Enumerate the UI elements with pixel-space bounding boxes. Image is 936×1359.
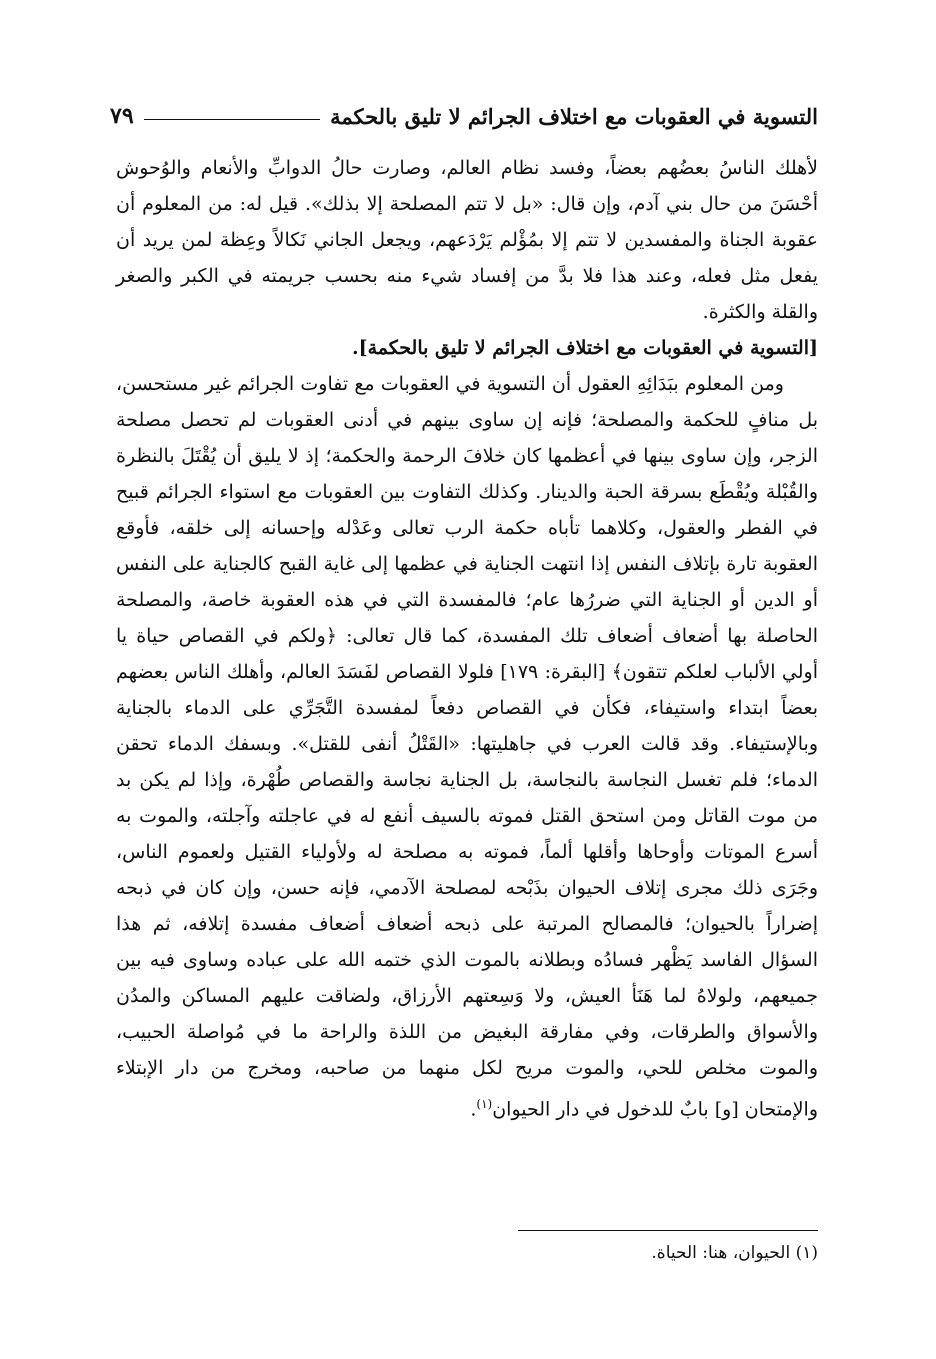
- paragraph-continuation: لأهلك الناسُ بعضُهم بعضاً، وفسد نظام العالم، وصارت حالُ الدوابِّ والأنعام والوُحوش أحْسَنَ من حال بني آدم، وإن قال: «بل لا تتم المصلحة إلا بذلك». قيل له: من المعلوم أن عقوبة الجناة والمفسدين لا تتم إلا بمُؤْلم يَرْدَعهم، ويجعل الجاني نَكالاً وعِظة لمن يريد أن يفعل مثل فعله، وعند هذا فلا بدَّ من إفساد شيء منه بحسب جريمته في الكبر والصغر والقلة والكثرة.: [116, 157, 818, 323]
- footnote-separator: [518, 1230, 818, 1231]
- paragraph-main-end: .: [470, 1098, 477, 1121]
- footnote-1: (١) الحيوان، هنا: الحياة.: [651, 1243, 818, 1263]
- section-heading: [التسوية في العقوبات مع اختلاف الجرائم لا تليق بالحكمة].: [352, 337, 818, 359]
- running-header: [110, 96, 818, 136]
- footnote-reference[interactable]: (١): [476, 1097, 493, 1111]
- body-text: [116, 150, 818, 1127]
- header-rule: [144, 119, 320, 120]
- running-title: التسوية في العقوبات مع اختلاف الجرائم لا تليق بالحكمة: [330, 103, 818, 129]
- paragraph-main-text: ومن المعلوم ببَدَائِهِ العقول أن التسوية في العقوبات مع تفاوت الجرائم غير مستحسن، بل منافٍ للحكمة والمصلحة؛ فإنه إن ساوى بينهم في أدنى العقوبات لم تحصل مصلحة الزجر، وإن ساوى بينها في أعظمها كان خلافَ الرحمة والحكمة؛ إذ لا يليق أن يُقْتَلَ بالنظرة والقُبْلة ويُقْطَع بسرقة الحبة والدينار. وكذلك التفاوت بين العقوبات مع استواء الجرائم قبيح في الفطر والعقول، وكلاهما تأباه حكمة الرب تعالى وعَدْله وإحسانه إلى خلقه، فأوقع العقوبة تارة بإتلاف النفس إذا انتهت الجناية في عظمها إلى غاية القبح كالجناية على النفس أو الدين أو الجناية التي ضررُها عام؛ فالمفسدة التي في هذه العقوبة خاصة، والمصلحة الحاصلة بها أضعاف أضعاف تلك المفسدة، كما قال تعالى: ﴿ولكم في القصاص حياة يا أولي الألباب لعلكم تتقون﴾ [البقرة: ١٧٩] فلولا القصاص لفَسَدَ العالم، وأهلك الناس بعضهم بعضاً ابتداء واستيفاء، فكأن في القصاص دفعاً لمفسدة التَّجَرِّي على الدماء بالجناية وبالإستيفاء. وقد قالت العرب في جاهليتها: «القَتْلُ أنفى للقتل». وبسفك الدماء تحقن الدماء؛ فلم تغسل النجاسة بالنجاسة، بل الجناية نجاسة والقصاص طُهْرة، وإذا لم يكن بد من موت القاتل ومن استحق القتل فموته بالسيف أنفع له في عاجلته وآجلته، والموت به أسرع الموتات وأوحاها وأقلها ألماً، فموته به مصلحة له ولأولياء القتيل ولعموم الناس، وجَرَى ذلك مجرى إتلاف الحيوان بذَبْحه لمصلحة الآدمي، فإنه حسن، وإن كان في ذبحه إضراراً بالحيوان؛ فالمصالح المرتبة على ذبحه أضعاف أضعاف مفسدة إتلافه، ثم هذا السؤال الفاسد يَظْهر فسادُه وبطلانه بالموت الذي ختمه الله على عباده وساوى فيه بين جميعهم، ولولاهُ لما هَنَأ العيش، ولا وَسِعتهم الأرزاق، ولضاقت عليهم المساكن والمدُن والأسواق والطرقات، وفي مفارقة البغيض من اللذة والراحة ما في مُواصلة الحبيب، والموت مخلص للحي، والموت مريح لكل منهما من صاحبه، ومخرج من دار الإبتلاء والإمتحان [و] بابٌ للدخول في دار الحيوان: [116, 373, 819, 1121]
- page-number: ٧٩: [110, 103, 134, 129]
- paragraph-main: [116, 366, 818, 1127]
